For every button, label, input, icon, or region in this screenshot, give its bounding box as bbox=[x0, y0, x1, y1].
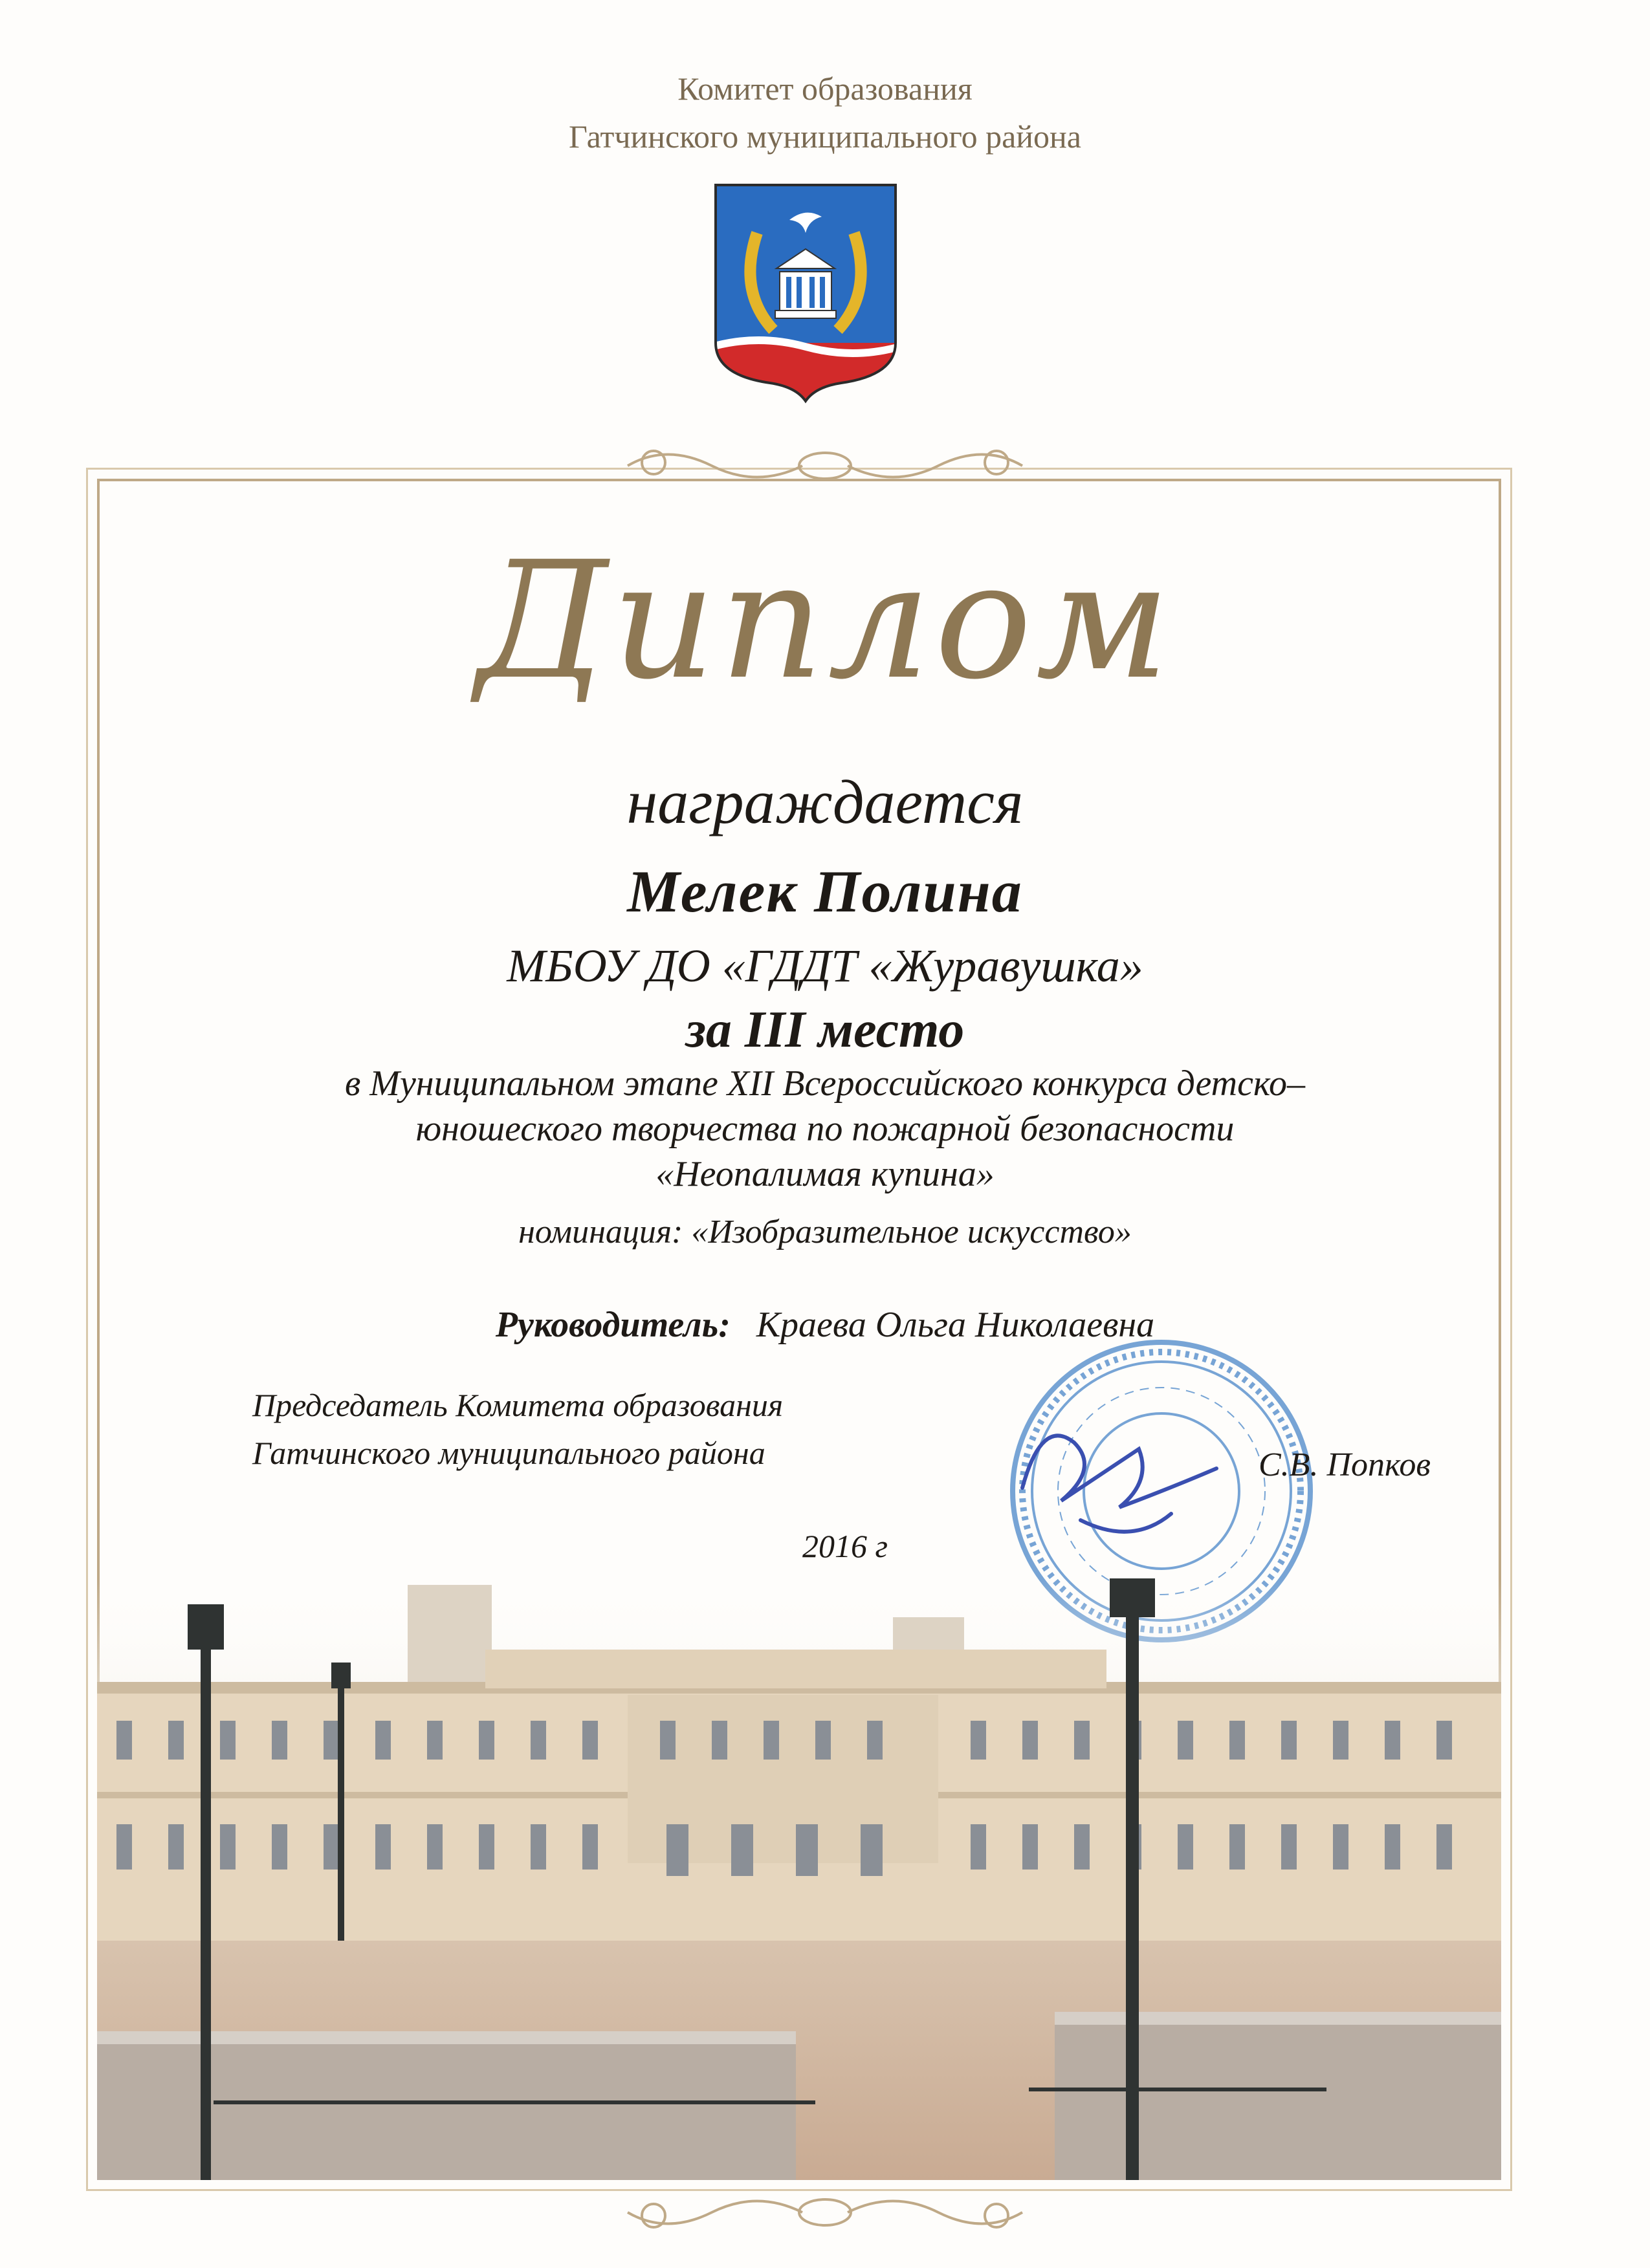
issuer-header bbox=[0, 65, 1650, 160]
signature-mark bbox=[1003, 1391, 1275, 1553]
bottom-ornament bbox=[615, 2180, 1035, 2245]
nomination: номинация: «Изобразительное искусство» bbox=[518, 1214, 1132, 1250]
award-place: за III место bbox=[685, 1001, 965, 1058]
award-reason bbox=[0, 1061, 1650, 1197]
reason-line-2: юношеского творчества по пожарной безопасности bbox=[415, 1109, 1235, 1149]
leader-line bbox=[0, 1300, 1650, 1349]
position-line-2: Гатчинского муниципального района bbox=[252, 1435, 765, 1471]
top-ornament bbox=[615, 433, 1035, 498]
reason-line-3: «Неопалимая купина» bbox=[655, 1154, 995, 1194]
leader-name: Краева Ольга Николаевна bbox=[756, 1305, 1155, 1345]
issuer-line-2: Гатчинского муниципального района bbox=[568, 118, 1082, 155]
coat-of-arms-emblem bbox=[712, 181, 899, 404]
issue-year: 2016 г bbox=[802, 1528, 888, 1564]
recipient-name: Мелек Полина bbox=[627, 858, 1023, 924]
issuer-line-1: Комитет образования bbox=[677, 71, 973, 107]
diploma-title: Диплом bbox=[476, 527, 1174, 715]
recipient-organization: МБОУ ДО «ГДДТ «Журавушка» bbox=[507, 940, 1143, 992]
palace-illustration bbox=[97, 1578, 1501, 2180]
reason-line-1: в Муниципальном этапе XII Всероссийского конкурса детско– bbox=[344, 1063, 1306, 1104]
signatory-name: С.В. Попков bbox=[1259, 1446, 1431, 1483]
leader-label: Руководитель: bbox=[495, 1305, 731, 1345]
chairman-position bbox=[252, 1381, 783, 1477]
position-line-1: Председатель Комитета образования bbox=[252, 1387, 784, 1423]
awarded-text: награждается bbox=[626, 767, 1024, 836]
